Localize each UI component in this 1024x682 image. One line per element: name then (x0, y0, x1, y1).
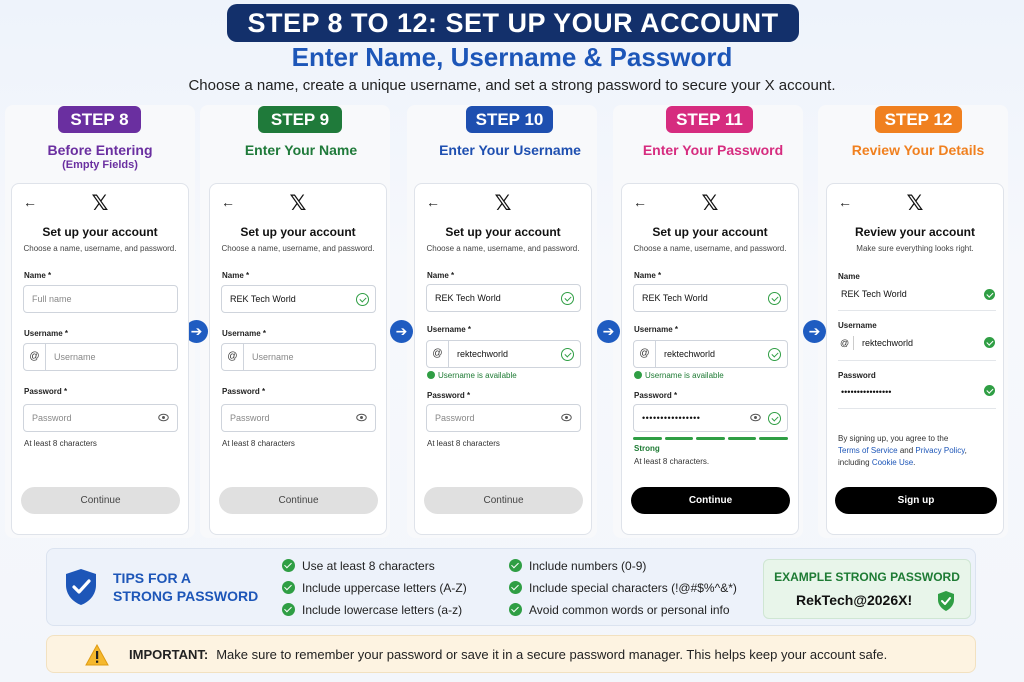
password-label: Password * (222, 387, 266, 396)
next-arrow-icon: ➔ (597, 320, 620, 343)
check-circle-icon (984, 289, 995, 300)
at-symbol: @ (222, 344, 244, 370)
shield-check-icon (936, 590, 956, 612)
check-circle-icon (509, 559, 522, 572)
check-icon (561, 292, 574, 305)
tips-title-line1: TIPS FOR A (113, 570, 192, 586)
check-circle-icon (282, 559, 295, 572)
strength-segment (633, 437, 662, 440)
step-9-badge: STEP 9 (258, 106, 342, 133)
screen-title: Set up your account (240, 225, 356, 239)
continue-button[interactable]: Continue (21, 487, 180, 514)
password-hint: At least 8 characters. (634, 457, 710, 466)
at-symbol: @ (24, 344, 46, 370)
check-icon (561, 348, 574, 361)
terms-of-service-link[interactable]: Terms of Service (838, 446, 898, 455)
x-logo-icon: 𝕏 (289, 192, 307, 215)
warning-icon (85, 644, 109, 666)
check-icon (356, 293, 369, 306)
password-hint: At least 8 characters (24, 439, 97, 448)
continue-button[interactable]: Continue (631, 487, 790, 514)
back-arrow-icon[interactable]: ← (633, 194, 647, 210)
tip-item (509, 603, 730, 617)
x-logo-icon: 𝕏 (91, 192, 109, 215)
password-label: Password * (24, 387, 68, 396)
password-label: Password * (634, 391, 678, 400)
important-notice (46, 635, 976, 673)
tip-text: Use at least 8 characters (302, 559, 435, 573)
username-label: Username * (427, 325, 472, 334)
at-symbol: @ (840, 338, 850, 348)
password-strength-label: Strong (634, 444, 660, 453)
step-9-screen (209, 183, 387, 535)
review-password-label: Password (838, 371, 876, 380)
name-label: Name * (222, 271, 250, 280)
x-logo-icon: 𝕏 (701, 192, 719, 215)
terms-end: . (913, 458, 916, 467)
x-logo-icon: 𝕏 (494, 192, 512, 215)
step-9-heading: Enter Your Name (244, 142, 358, 158)
username-available (427, 371, 517, 380)
password-placeholder: Password (435, 413, 475, 423)
step-8-heading-text: Before Entering (47, 142, 153, 158)
terms-including: including (838, 458, 870, 467)
check-circle-icon (509, 581, 522, 594)
page-description: Choose a name, create a unique username, and set a strong password to secure your X account. (188, 77, 836, 94)
check-circle-icon (282, 603, 295, 616)
continue-button[interactable]: Continue (219, 487, 378, 514)
step-11-heading: Enter Your Password (642, 142, 784, 158)
privacy-policy-link[interactable]: Privacy Policy (915, 446, 965, 455)
review-password-value: •••••••••••••••• (841, 387, 892, 397)
step-10-screen (414, 183, 592, 535)
review-name-label: Name (838, 272, 860, 281)
step-10-badge: STEP 10 (466, 106, 553, 133)
tip-item (282, 603, 462, 617)
tip-item (282, 581, 467, 595)
tip-text: Include lowercase letters (a-z) (302, 603, 463, 617)
review-username-label: Username (838, 321, 877, 330)
username-label: Username * (222, 329, 267, 338)
username-value: rektechworld (457, 349, 509, 359)
name-field[interactable] (426, 284, 581, 312)
x-logo-icon: 𝕏 (906, 192, 924, 215)
tips-title (113, 569, 258, 605)
username-available-text: Username is available (645, 371, 724, 380)
page-subtitle: Enter Name, Username & Password (291, 42, 733, 72)
step-12-badge: STEP 12 (875, 106, 962, 133)
screen-subtitle: Choose a name, username, and password. (221, 244, 375, 253)
page-title: STEP 8 TO 12: SET UP YOUR ACCOUNT (227, 4, 799, 42)
eye-icon[interactable] (561, 413, 572, 422)
terms-and: and (899, 446, 914, 455)
important-text (129, 636, 887, 674)
username-field[interactable] (426, 340, 581, 368)
username-available-text: Username is available (438, 371, 517, 380)
shield-check-icon (63, 567, 99, 607)
name-label: Name * (634, 271, 662, 280)
example-title: EXAMPLE STRONG PASSWORD (774, 570, 960, 584)
tip-text: Include uppercase letters (A-Z) (302, 581, 467, 595)
password-hint: At least 8 characters (427, 439, 500, 448)
password-tips-panel (46, 548, 976, 626)
name-field[interactable] (23, 285, 178, 313)
at-symbol: @ (427, 341, 449, 367)
next-arrow-icon: ➔ (390, 320, 413, 343)
password-strength-bar (633, 437, 788, 440)
username-placeholder: Username (252, 352, 294, 362)
important-label: IMPORTANT: (129, 647, 209, 662)
name-value: REK Tech World (642, 293, 708, 303)
step-11-screen (621, 183, 799, 535)
step-8-screen (11, 183, 189, 535)
name-field[interactable] (221, 285, 376, 313)
password-placeholder: Password (230, 413, 270, 423)
check-icon (768, 348, 781, 361)
back-arrow-icon[interactable]: ← (23, 194, 37, 210)
tip-item (509, 559, 646, 573)
tip-text: Include special characters (!@#$%^&*) (529, 581, 737, 595)
username-available (634, 371, 724, 380)
password-field[interactable] (23, 404, 178, 432)
strength-segment (728, 437, 757, 440)
password-value: •••••••••••••••• (642, 413, 701, 423)
check-circle-icon (282, 581, 295, 594)
name-label: Name * (427, 271, 455, 280)
name-placeholder: Full name (32, 294, 72, 304)
username-label: Username * (24, 329, 69, 338)
example-value: RekTech@2026X! (796, 592, 913, 608)
terms-text: By signing up, you agree to the Terms of Service and Privacy Policy, including Cookie Use. (838, 434, 967, 467)
tips-title-line2: STRONG PASSWORD (113, 588, 259, 604)
back-arrow-icon[interactable]: ← (426, 194, 440, 210)
strength-segment (759, 437, 788, 440)
divider (838, 360, 996, 361)
step-10-heading: Enter Your Username (439, 142, 581, 158)
divider (838, 408, 996, 409)
step-8-badge: STEP 8 (58, 106, 141, 133)
check-circle-icon (427, 371, 435, 379)
continue-button[interactable]: Continue (424, 487, 583, 514)
tip-text: Avoid common words or personal info (529, 603, 730, 617)
step-11-badge: STEP 11 (666, 106, 753, 133)
review-subtitle: Make sure everything looks right. (856, 244, 974, 253)
check-circle-icon (634, 371, 642, 379)
username-field[interactable] (23, 343, 178, 371)
at-symbol: @ (634, 341, 656, 367)
review-username-value: rektechworld (862, 338, 914, 348)
example-password-box (763, 559, 971, 619)
step-12-heading: Review Your Details (851, 142, 985, 158)
name-value: REK Tech World (435, 293, 501, 303)
username-label: Username * (634, 325, 679, 334)
back-arrow-icon[interactable]: ← (838, 194, 852, 210)
review-name-value: REK Tech World (841, 289, 907, 299)
check-icon (768, 292, 781, 305)
password-hint: At least 8 characters (222, 439, 295, 448)
divider (838, 310, 996, 311)
strength-segment (665, 437, 694, 440)
name-value: REK Tech World (230, 294, 296, 304)
screen-title: Set up your account (652, 225, 768, 239)
eye-icon[interactable] (356, 413, 367, 422)
username-value: rektechworld (664, 349, 716, 359)
screen-title: Set up your account (445, 225, 561, 239)
screen-subtitle: Choose a name, username, and password. (633, 244, 787, 253)
password-field[interactable] (221, 404, 376, 432)
step-8-heading-sub: (Empty Fields) (62, 159, 138, 171)
name-field[interactable] (633, 284, 788, 312)
check-circle-icon (984, 337, 995, 348)
next-arrow-icon: ➔ (185, 320, 208, 343)
username-field[interactable] (633, 340, 788, 368)
password-field[interactable] (633, 404, 788, 432)
step-8-heading (5, 142, 195, 171)
check-circle-icon (509, 603, 522, 616)
screen-title: Set up your account (42, 225, 158, 239)
review-title: Review your account (854, 225, 976, 239)
tip-item (509, 581, 737, 595)
username-placeholder: Username (54, 352, 96, 362)
eye-icon[interactable] (158, 413, 169, 422)
check-icon (768, 412, 781, 425)
strength-segment (696, 437, 725, 440)
divider (853, 336, 854, 350)
sign-up-button[interactable]: Sign up (835, 487, 997, 514)
screen-subtitle: Choose a name, username, and password. (23, 244, 177, 253)
step-12-screen (826, 183, 1004, 535)
important-message: Make sure to remember your password or save it in a secure password manager. This helps keep your account safe. (216, 647, 888, 662)
name-label: Name * (24, 271, 52, 280)
screen-subtitle: Choose a name, username, and password. (426, 244, 580, 253)
cookie-use-link[interactable]: Cookie Use (871, 458, 914, 467)
eye-icon[interactable] (750, 413, 761, 422)
tip-item (282, 559, 435, 573)
password-placeholder: Password (32, 413, 72, 423)
terms-pre: By signing up, you agree to the (838, 434, 949, 443)
check-circle-icon (984, 385, 995, 396)
password-field[interactable] (426, 404, 581, 432)
back-arrow-icon[interactable]: ← (221, 194, 235, 210)
tip-text: Include numbers (0-9) (529, 559, 647, 573)
username-field[interactable] (221, 343, 376, 371)
password-label: Password * (427, 391, 471, 400)
next-arrow-icon: ➔ (803, 320, 826, 343)
